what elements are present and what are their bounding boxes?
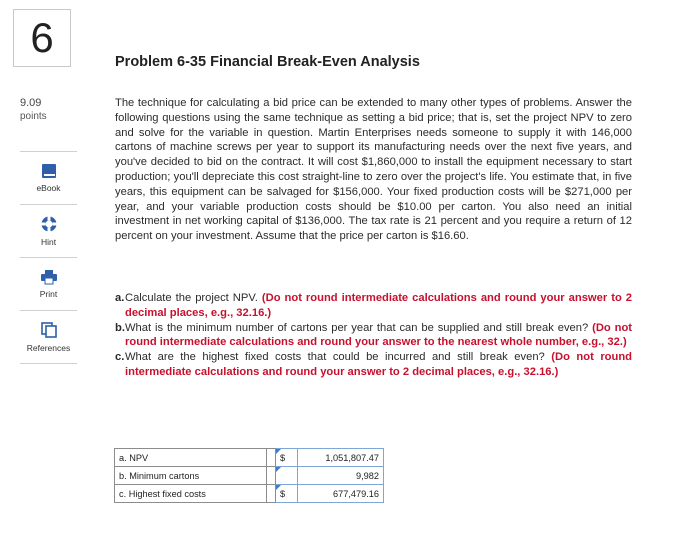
question-note: (Do not round intermediate calculations and round your answer to 2 decimal places, e.g., 32.16.) xyxy=(125,292,632,319)
answer-label: c. Highest fixed costs xyxy=(115,485,267,503)
answer-label: b. Minimum cartons xyxy=(115,467,267,485)
min-cartons-answer-input[interactable]: 9,982 xyxy=(298,467,384,485)
question-text: What is the minimum number of cartons per year that can be supplied and still break even? xyxy=(125,321,589,334)
problem-title: Problem 6-35 Financial Break-Even Analysis xyxy=(115,54,420,70)
answer-row-min-cartons xyxy=(115,467,384,485)
references-button[interactable] xyxy=(20,311,77,364)
question-number-text: 6 xyxy=(30,14,54,61)
npv-answer-input[interactable]: 1,051,807.47 xyxy=(298,449,384,467)
question-note: (Do not round intermediate calculations and round your answer to the nearest whole number, e.g., 32.) xyxy=(125,321,633,349)
problem-body: The technique for calculating a bid price can be extended to many other types of problems. Answer the following questions using the same technique as setting a bid price; that is, set the project NPV to zero and solve for the variable in question. Martin Enterprises needs someone to supply it with 146,000 cartons of machine screws per year to support its manufacturing needs over the next five years, and you've decided to bid on the contract. It will cost $1,860,000 to install the equipment necessary to start production; you'll depreciate this cost straight-line to zero over the project's life. You estimate that, in five years, this equipment can be salvaged for $156,000. Your fixed production costs will be $271,000 per year, and your variable production costs should be $10.00 per carton. You also need an initial investment in net working capital of $136,000. The tax rate is 21 percent and you require a return of 12 percent on your investment. Assume that the price per carton is $16.60. xyxy=(115,97,632,243)
question-b xyxy=(115,321,632,351)
currency-symbol: $ xyxy=(276,485,298,503)
print-label: Print xyxy=(39,289,58,299)
copy-icon xyxy=(40,321,58,339)
ebook-button[interactable] xyxy=(20,152,77,205)
currency-symbol xyxy=(276,467,298,485)
ebook-icon xyxy=(40,163,58,179)
question-a xyxy=(115,291,632,321)
tools-sidebar xyxy=(20,151,77,364)
references-label: References xyxy=(26,343,71,353)
question-c xyxy=(115,350,632,380)
print-button[interactable] xyxy=(20,258,77,311)
question-note: (Do not round intermediate calculations and round your answer to 2 decimal places, e.g., 32.16.) xyxy=(125,351,633,378)
hint-label: Hint xyxy=(40,237,57,247)
question-number xyxy=(13,9,71,67)
question-text: What are the highest fixed costs that could be incurred and still break even? xyxy=(125,351,545,364)
currency-symbol: $ xyxy=(276,449,298,467)
points-value: 9.09 xyxy=(20,97,42,109)
answer-row-fixed-costs xyxy=(115,485,384,503)
ebook-label: eBook xyxy=(36,183,61,193)
points-info xyxy=(20,97,47,123)
question-text: Calculate the project NPV. xyxy=(125,292,258,304)
answer-row-npv xyxy=(115,449,384,467)
lifebuoy-icon xyxy=(40,215,58,233)
answer-table xyxy=(114,448,384,503)
question-letter: c. xyxy=(115,351,125,364)
hint-button[interactable] xyxy=(20,205,77,258)
points-label: points xyxy=(20,111,47,122)
answer-label: a. NPV xyxy=(115,449,267,467)
question-list xyxy=(115,291,632,380)
question-letter: b. xyxy=(115,321,125,334)
printer-icon xyxy=(40,269,58,285)
question-letter: a. xyxy=(115,292,125,304)
fixed-costs-answer-input[interactable]: 677,479.16 xyxy=(298,485,384,503)
